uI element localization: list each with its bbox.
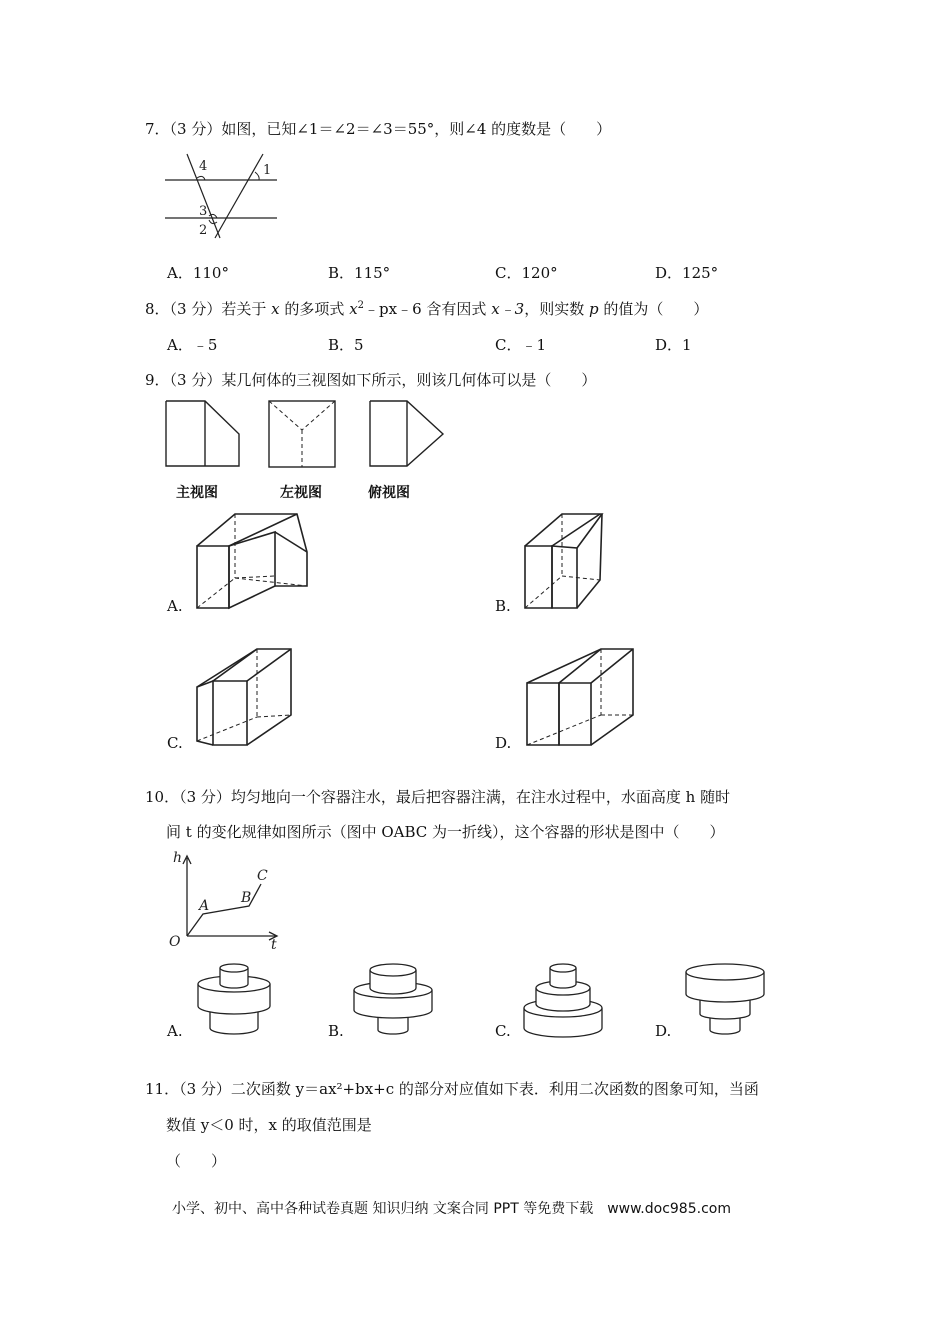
- q10-h-label: h: [173, 850, 183, 866]
- q9-front-view-label: 主视图: [176, 485, 218, 501]
- q9-front-view: [165, 400, 241, 468]
- q9-solid-d: [525, 645, 637, 747]
- q9-left-view-label: 左视图: [280, 485, 322, 501]
- q7-label-4: 4: [199, 159, 208, 174]
- q7-label-2: 2: [199, 223, 208, 238]
- q9-option-a: A.: [167, 597, 183, 615]
- q9-option-d: D.: [495, 734, 512, 752]
- q8-option-c: C．﹣1: [495, 336, 547, 354]
- q10-o-label: O: [169, 934, 181, 950]
- q8-var-x: x: [271, 300, 280, 318]
- q9-top-view-label: 俯视图: [368, 485, 410, 501]
- q11-line1: 11．（3 分）二次函数 y＝ax²+bx+c 的部分对应值如下表．利用二次函数的图象可知，当函: [145, 1080, 759, 1098]
- q8-option-b: B．5: [328, 336, 364, 354]
- q8-end: 的值为（ ）: [603, 300, 709, 318]
- q10-container-c: [522, 958, 604, 1042]
- q10-line1: 10．（3 分）均匀地向一个容器注水，最后把容器注满，在注水过程中，水面高度 h 随时: [145, 788, 731, 806]
- q10-container-d: [684, 960, 766, 1040]
- q9-solid-b: [522, 510, 607, 610]
- q8-option-d: D．1: [655, 336, 692, 354]
- q8-poly-rest: ﹣px﹣6 含有因式: [364, 300, 487, 318]
- q10-container-a: [196, 960, 272, 1040]
- q9-option-b: B.: [495, 597, 511, 615]
- q10-option-d: D.: [655, 1022, 672, 1040]
- q9-left-view: [268, 400, 336, 468]
- q7-option-b: B．115°: [328, 264, 391, 282]
- q8-mid: 的多项式: [284, 300, 345, 318]
- q10-line2: 间 t 的变化规律如图所示（图中 OABC 为一折线），这个容器的形状是图中（ ）: [166, 823, 725, 841]
- q7-figure: [165, 150, 280, 240]
- q8-tail: ，则实数: [524, 300, 585, 318]
- q8-stem: [145, 298, 708, 319]
- q10-t-label: t: [271, 937, 277, 953]
- page-footer: 小学、初中、高中各种试卷真题 知识归纳 文案合同 PPT 等免费下载 www.doc985.com: [172, 1201, 731, 1217]
- q9-option-c: C.: [167, 734, 183, 752]
- q7-label-1: 1: [263, 163, 272, 178]
- q7-option-a: A．110°: [167, 264, 229, 282]
- q9-stem: 9．（3 分）某几何体的三视图如下所示，则该几何体可以是（ ）: [145, 371, 597, 389]
- q8-poly-exp: 2: [357, 300, 365, 311]
- q7-label-3: 3: [199, 204, 208, 219]
- q10-a-label: A: [199, 898, 210, 914]
- q10-container-b: [352, 960, 434, 1040]
- q10-b-label: B: [241, 890, 252, 906]
- q9-solid-c: [195, 645, 295, 747]
- q8-prefix: 8．（3 分）若关于: [145, 300, 267, 318]
- q9-top-view: [369, 400, 445, 468]
- q11-line2: 数值 y＜0 时，x 的取值范围是: [166, 1116, 372, 1134]
- q10-option-a: A.: [167, 1022, 183, 1040]
- q10-c-label: C: [257, 868, 268, 884]
- q11-line3: （ ）: [166, 1152, 227, 1170]
- q7-option-d: D．125°: [655, 264, 719, 282]
- q10-option-c: C.: [495, 1022, 511, 1040]
- q10-option-b: B.: [328, 1022, 344, 1040]
- q8-factor: x﹣3: [491, 300, 525, 318]
- q7-option-c: C．120°: [495, 264, 558, 282]
- q8-var-p: p: [589, 300, 599, 318]
- q8-option-a: A．﹣5: [167, 336, 218, 354]
- q8-poly-base: x: [349, 300, 358, 318]
- q7-stem: 7．（3 分）如图，已知∠1＝∠2＝∠3＝55°，则∠4 的度数是（ ）: [145, 120, 612, 138]
- q9-solid-a: [195, 510, 310, 610]
- q10-graph: [165, 848, 290, 953]
